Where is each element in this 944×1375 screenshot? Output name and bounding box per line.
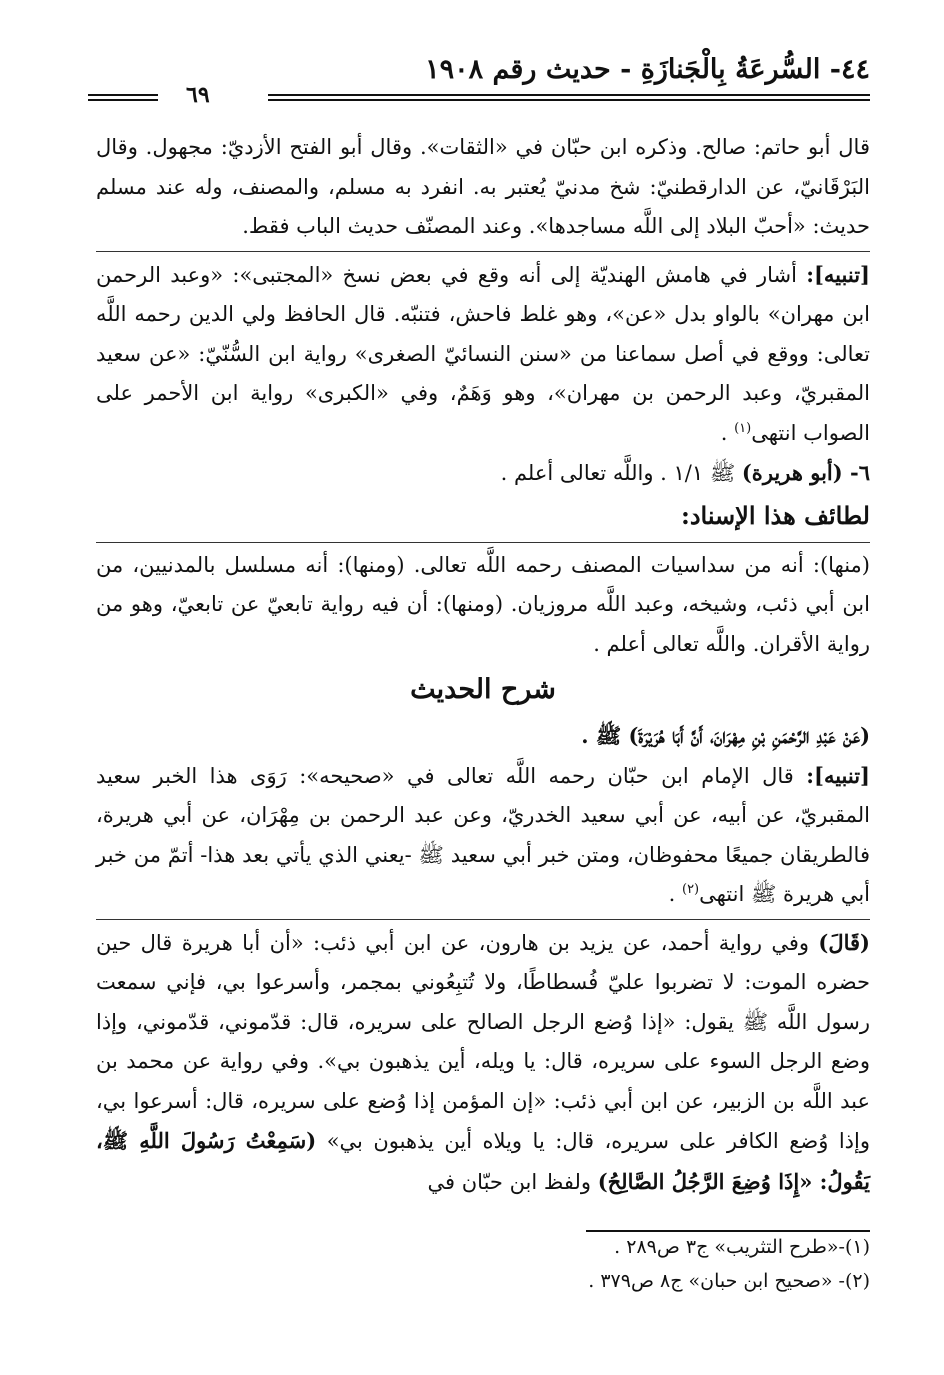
footnote-ref-1: (١) [734,420,752,436]
paragraph-note-1 [96,255,870,454]
page-number: ٦٩ [186,82,210,108]
footnote-1: (١)-«طرح التثريب» ج٣ ص٢٨٩ . [614,1236,870,1258]
divider [96,542,870,543]
hadith-quote-line: (عَنْ عَبْدِ الرَّحْمَنِ بْنِ مِهْرَانَ، أَنَّ أَبَا هُرَيْرَةَ) ﷺ . [581,723,870,748]
note-text: أشار في هامش الهنديّة إلى أنه وقع في بعض نسخ «المجتبى»: «وعبد الرحمن ابن مهران» بالواو بدل «عن»، وهو غلط فاحش، فتنبّه. قال الحافظ ولي الدين رحمه اللَّه تعالى: ووقع في أصل سماعنا من «سنن النسائيّ الصغرى» رواية ابن السُّنّيّ: «عن سعيد المقبريّ، وعبد الرحمن بن مهران»، وهو وَهَمٌ، وفي «الكبرى» رواية ابن الأحمر على الصواب انتهى [96,262,870,445]
paragraph-isnad-features: (منها): أنه من سداسيات المصنف رحمه اللَّه تعالى. (ومنها): أنه مسلسل بالمدنيين، من ابن أبي ذئب، وشيخه، وعبد اللَّه مروزيان. (ومنها): أن فيه رواية تابعيّ عن تابعيّ، وهو من رواية الأقران. واللَّه تعالى أعلم . [96,552,870,656]
qala-text: وفي رواية أحمد، عن يزيد بن هارون، عن ابن أبي ذئب: «أن أبا هريرة قال حين حضره الموت: لا تضربوا عليّ فُسطاطًا، ولا تُتبِعُوني بمجمر، وأسرعوا بي، فإني سمعت رسول اللَّه ﷺ يقول: «إذا وُضع الرجل الصالح على سريره، قال: قدّموني، قدّموني، وإذا وضع الرجل السوء على سريره، قال: يا ويله، أين يذهبون بي». وفي رواية عن محمد بن عبد اللَّه بن الزبير، عن ابن أبي ذئب: «إن المؤمن إذا وُضع على سريره، قال: أسرعوا بي، وإذا وُضع الكافر على سريره، قال: يا ويلاه أين يذهبون بي» [96,930,870,1153]
chapter-title: ٤٤- السُّرعَةُ بِالْجَنازَةِ - حديث رقم ١٩٠٨ [425,54,870,85]
footnote-ref-2: (٢) [681,882,700,897]
paragraph-narrator-6 [96,453,870,494]
hadith-quote: (سَمِعْتُ رَسُولَ اللَّهِ ﷺ، يَقُولُ: «إِذَا وُضِعَ الرَّجُلُ الصَّالِحُ) [96,1128,870,1194]
divider [96,251,870,252]
narrator-text: ﷺ ١/١ . واللَّه تعالى أعلم . [500,461,736,485]
note-end: . [720,420,728,445]
note-label: [تنبيه]: [806,762,870,788]
section-heading-isnad: لطائف هذا الإسناد: [680,500,870,530]
paragraph-narrator-grading: قال أبو حاتم: صالح. وذكره ابن حبّان في «الثقات». وقال أبو الفتح الأزديّ: مجهول. وقال البَرْقَانيّ، عن الدارقطنيّ: شخ مدنيّ يُعتبر به. انفرد به مسلم، والمصنف، وله عند مسلم حديث: «أحبّ البلاد إلى اللَّه مساجدها». وعند المصنّف حديث الباب فقط. [96,135,870,238]
divider [96,919,870,920]
narrator-label: ٦- (أبو هريرة) [741,460,870,485]
note-text: قال الإمام ابن حبّان رحمه اللَّه تعالى في «صحيحه»: رَوَى هذا الخبر سعيد المقبريّ، عن أبيه، عن أبي سعيد الخدريّ، وعن عبد الرحمن بن مِهْرَان، عن أبي هريرة، فالطريقان جميعًا محفوظان، ومتن خبر أبي سعيد ﷺ -يعني الذي يأتي بعد هذا- أتمّ من خبر أبي هريرة ﷺ انتهى [96,763,870,906]
paragraph-note-2 [96,756,870,915]
paragraph-qala [96,923,870,1203]
running-header [88,54,870,114]
page-body [96,128,870,1202]
footnote-2: (٢)- «صحيح ابن حبان» ج٨ ص٣٧٩ . [588,1270,870,1292]
header-rule [268,94,870,101]
qala-continuation: ولفظ ابن حبّان في [427,1169,591,1194]
note-end: . [668,882,676,906]
footnotes [96,1230,870,1298]
header-rule-short [88,94,158,101]
note-label: [تنبيه]: [806,261,870,287]
qala-label: (قَالَ) [818,929,870,955]
section-heading-sharh: شرح الحديث [410,674,556,705]
